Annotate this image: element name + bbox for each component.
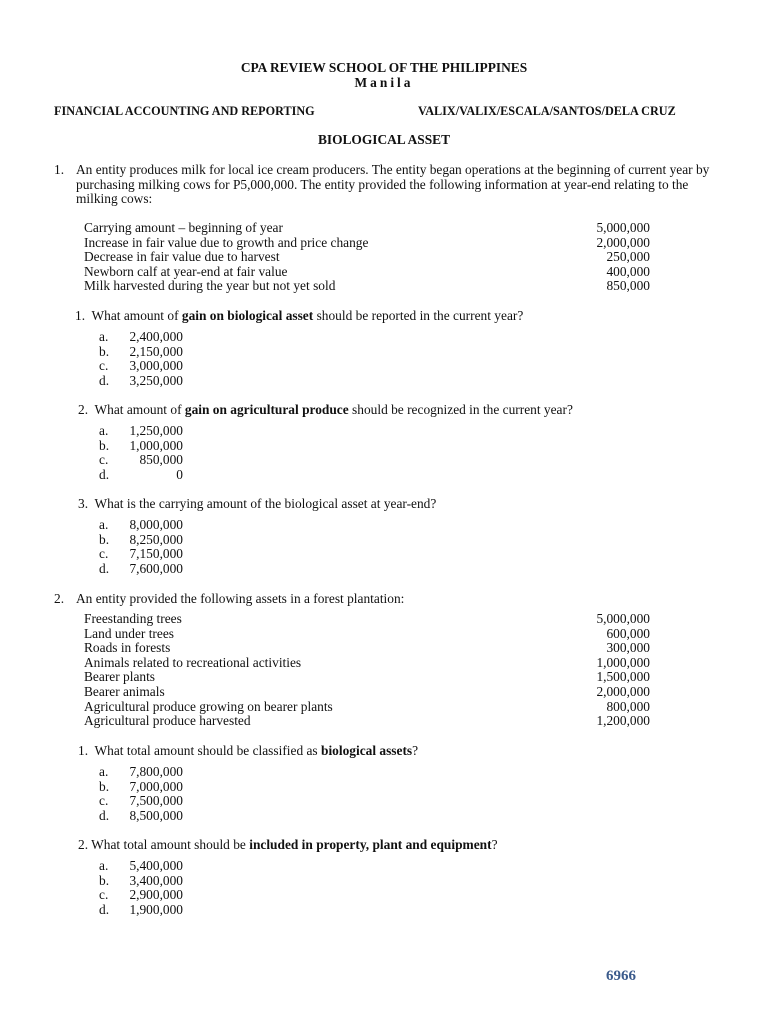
choice-option[interactable] (99, 424, 299, 439)
choice-value: 3,000,000 (129, 358, 183, 374)
school-city: Manila (354, 75, 414, 90)
question-2-2 (78, 838, 718, 853)
choice-value: 8,000,000 (129, 517, 183, 532)
question-text: What is the carrying amount of the biological asset at year-end? (94, 496, 437, 511)
choice-value: 2,150,000 (129, 343, 183, 359)
question-text: What amount of (91, 308, 182, 323)
question-text: What amount of (94, 402, 185, 417)
row-amount: 1,500,000 (596, 669, 650, 685)
question-number: 2. (78, 837, 89, 852)
table-row (84, 236, 650, 251)
choices-1-2 (99, 424, 299, 482)
question-number: 3. (78, 496, 89, 511)
row-label: Agricultural produce harvested (84, 713, 251, 729)
row-amount: 2,000,000 (596, 234, 650, 250)
row-label: Animals related to recreational activities (84, 654, 302, 670)
choice-option[interactable] (99, 859, 299, 874)
choice-value: 1,000,000 (129, 437, 183, 453)
question-text: What total amount should be classified as (94, 743, 321, 758)
row-amount: 5,000,000 (596, 611, 650, 626)
choice-value: 2,400,000 (129, 329, 183, 344)
table-row (84, 250, 650, 265)
choice-letter: d. (99, 466, 110, 482)
choice-option[interactable] (99, 359, 299, 374)
table-row (84, 700, 650, 715)
question-emphasis: included in property, plant and equipment (249, 837, 492, 852)
row-amount: 600,000 (606, 625, 650, 641)
choice-option[interactable] (99, 518, 299, 533)
choice-letter: a. (99, 764, 109, 779)
choice-option[interactable] (99, 903, 299, 918)
choice-letter: b. (99, 343, 110, 359)
choice-letter: a. (99, 423, 109, 438)
choice-option[interactable] (99, 330, 299, 345)
problem-2-intro (54, 592, 714, 607)
row-amount: 250,000 (606, 249, 650, 265)
question-number: 1. (75, 308, 86, 323)
table-row (84, 685, 650, 700)
row-amount: 5,000,000 (596, 220, 650, 235)
question-text: What total amount should be (91, 837, 250, 852)
choice-value: 1,900,000 (129, 901, 183, 917)
choice-letter: b. (99, 778, 110, 794)
choice-letter: a. (99, 517, 109, 532)
row-label: Roads in forests (84, 640, 171, 656)
problem-1-intro (54, 163, 714, 207)
row-label: Land under trees (84, 625, 174, 641)
question-2-1 (78, 744, 718, 759)
problem-1-data-table (84, 221, 650, 294)
choice-option[interactable] (99, 780, 299, 795)
choice-option[interactable] (99, 533, 299, 548)
choice-option[interactable] (99, 547, 299, 562)
table-row (84, 221, 650, 236)
choice-letter: d. (99, 372, 110, 388)
choice-letter: c. (99, 887, 109, 903)
row-amount: 1,200,000 (596, 713, 650, 729)
table-row (84, 627, 650, 642)
question-1-1 (75, 309, 715, 324)
question-text-end: ? (412, 743, 419, 758)
choice-value: 3,250,000 (129, 372, 183, 388)
table-row (84, 265, 650, 280)
row-amount: 850,000 (606, 278, 650, 294)
choices-2-1 (99, 765, 299, 823)
row-label: Freestanding trees (84, 611, 182, 626)
choice-value: 5,400,000 (129, 858, 183, 873)
choice-value: 7,150,000 (129, 546, 183, 562)
choices-1-3 (99, 518, 299, 576)
choice-option[interactable] (99, 562, 299, 577)
question-1-3 (78, 497, 718, 512)
choice-value: 850,000 (139, 452, 183, 468)
question-emphasis: gain on biological asset (181, 308, 314, 323)
choice-option[interactable] (99, 345, 299, 360)
choice-value: 0 (176, 466, 183, 482)
row-label: Carrying amount – beginning of year (84, 220, 283, 235)
choice-option[interactable] (99, 468, 299, 483)
choice-letter: a. (99, 858, 109, 873)
choice-value: 7,600,000 (129, 560, 183, 576)
page-number: 6966 (606, 968, 636, 984)
row-label: Bearer animals (84, 683, 165, 699)
row-label: Agricultural produce growing on bearer plants (84, 698, 333, 714)
choice-letter: d. (99, 560, 110, 576)
subject-heading: FINANCIAL ACCOUNTING AND REPORTING (54, 104, 315, 118)
choice-option[interactable] (99, 765, 299, 780)
choice-letter: c. (99, 546, 109, 562)
choice-value: 7,500,000 (129, 793, 183, 809)
choice-letter: c. (99, 358, 109, 374)
row-label: Bearer plants (84, 669, 156, 685)
row-label: Newborn calf at year-end at fair value (84, 263, 288, 279)
question-text-end: ? (491, 837, 498, 852)
problem-number: 1. (54, 162, 65, 177)
choice-option[interactable] (99, 874, 299, 889)
problem-2-data-table (84, 612, 650, 729)
choice-value: 3,400,000 (129, 872, 183, 888)
choice-option[interactable] (99, 809, 299, 824)
choice-letter: c. (99, 452, 109, 468)
choice-value: 8,250,000 (129, 531, 183, 547)
question-text-end: should be recognized in the current year? (348, 402, 573, 417)
question-emphasis: gain on agricultural produce (184, 402, 349, 417)
choice-option[interactable] (99, 794, 299, 809)
row-amount: 800,000 (606, 698, 650, 714)
topic-title: BIOLOGICAL ASSET (317, 132, 451, 147)
choice-option[interactable] (99, 374, 299, 389)
choice-letter: b. (99, 872, 110, 888)
row-amount: 400,000 (606, 263, 650, 279)
question-number: 2. (78, 402, 89, 417)
row-label: Milk harvested during the year but not yet sold (84, 278, 336, 294)
choice-value: 7,800,000 (129, 764, 183, 779)
question-text-end: should be reported in the current year? (313, 308, 524, 323)
problem-text: An entity produces milk for local ice cream producers. The entity began operations at the beginning of current year by purchasing milking cows for P5,000,000. The entity provided the following information at year-end relating to the milking cows: (76, 162, 710, 207)
school-title: CPA REVIEW SCHOOL OF THE PHILIPPINES (240, 60, 528, 75)
choice-value: 7,000,000 (129, 778, 183, 794)
question-1-2 (78, 403, 718, 418)
row-label: Increase in fair value due to growth and price change (84, 234, 369, 250)
choice-option[interactable] (99, 439, 299, 454)
row-label: Decrease in fair value due to harvest (84, 249, 280, 265)
choice-value: 8,500,000 (129, 807, 183, 823)
choices-2-2 (99, 859, 299, 917)
question-number: 1. (78, 743, 89, 758)
authors-heading: VALIX/VALIX/ESCALA/SANTOS/DELA CRUZ (418, 104, 676, 118)
row-amount: 1,000,000 (596, 654, 650, 670)
row-amount: 2,000,000 (596, 683, 650, 699)
row-amount: 300,000 (606, 640, 650, 656)
choices-1-1 (99, 330, 299, 388)
choice-letter: b. (99, 437, 110, 453)
table-row (84, 714, 650, 729)
table-row (84, 656, 650, 671)
choice-option[interactable] (99, 453, 299, 468)
table-row (84, 641, 650, 656)
choice-letter: d. (99, 807, 110, 823)
choice-value: 1,250,000 (129, 423, 183, 438)
choice-letter: a. (99, 329, 109, 344)
table-row (84, 670, 650, 685)
table-row (84, 279, 650, 294)
question-emphasis: biological assets (321, 743, 413, 758)
problem-number: 2. (54, 591, 65, 606)
choice-value: 2,900,000 (129, 887, 183, 903)
choice-letter: d. (99, 901, 110, 917)
choice-letter: c. (99, 793, 109, 809)
choice-option[interactable] (99, 888, 299, 903)
table-row (84, 612, 650, 627)
problem-text: An entity provided the following assets in a forest plantation: (76, 591, 405, 606)
choice-letter: b. (99, 531, 110, 547)
